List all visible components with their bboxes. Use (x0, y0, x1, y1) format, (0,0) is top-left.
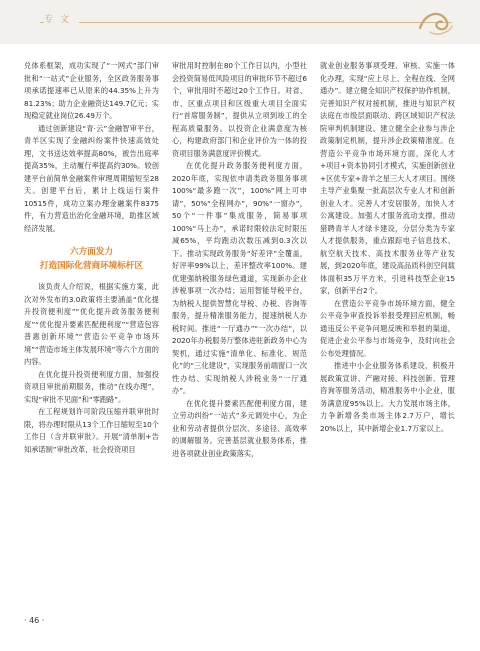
text-column-1 (24, 60, 159, 456)
section-heading-line-1: 六方面发力 (70, 247, 113, 257)
paragraph: 在优化提升投资便利度方面，加强投资项目审批前期服务，推动“在线办理”，实现“审批不见面”和“零跑路”。 (24, 369, 159, 404)
paragraph: 在优化提升政务服务便利度方面，2020年底，实现依申请类政务服务事项100%“最多跑一次”，100%“网上可申请”，50%“全程网办”，90%“一窗办”，50个“一件事”集成服务，简易事项100%“马上办”，承诺时限较法定时限压减65%，平均跑动次数压减到0.3次以下。推动实现政务服务“好差评”全覆盖，好评率99%以上，差评整改率100%。建优建强纳税服务绿色通道，实现新办企业涉税事项一次办结；运用智能导税平台，为纳税人提供智慧化导税、办税、咨询等服务，提升精准服务能力，提速纳税人办税时间。推进“一厅通办”“一次办结”，以2020年办税服务厅整体进驻新政务中心为契机，通过实施“清单化、标准化、规范化”的“三化建设”，实现服务前端窗口一次性办结、实现纳税人涉税业务“一厅通办”。 (172, 161, 307, 395)
section-heading (24, 245, 159, 273)
paragraph: 在营造公平竞争市场环境方面，健全公平竞争审查投诉举报受理回应机制，畅通违反公平竞争问题反映和举报的渠道，促进企业公平参与市场竞争，及时向社会公布处理情况。 (320, 298, 455, 358)
paragraph: 兑体系框架，成功实现了“一网式”部门审批和“一站式”企业服务，全区政务服务事项承诺提速率已从原来的44.35%上升为81.23%；助力企业融资达149.7亿元；实现稳定就业岗位26.49万个。 (24, 61, 159, 120)
page-number: · 46 · (24, 616, 45, 625)
page-header (0, 0, 480, 44)
paragraph: 该负责人介绍说，根据实施方案，此次对外发布的3.0政策将主要涵盖“优化提升投资便利度”“优化提升政务服务便利度”“优化提升要素匹配便利度”“营造包容普惠创新环境”“营造公平竞争市场环境”“营造市场主体发展环境”等六个方面的内容。 (24, 282, 159, 366)
paragraph: 就业创业服务事项受理、审核、实施一体化办理，实现“应上尽上、全程在线、全网通办”。建立健全知识产权保护协作机制，完善知识产权对接机制，推进与知识产权法庭在市级层面联动、跨区域知识产权法院审判机制建设。建立健全企业参与涉企政策制定机制，提升涉企政策精准度。在营造公平竞争市场环境方面，深化人才+项目+资本协同引才模式，实施创新创业+区优专家+青羊之星三大人才项目。围绕主导产业集聚一批高层次专业人才和创新创业人才。完善人才安居服务，加快人才公寓建设。加强人才服务流动支撑，推动猎聘青羊人才绿卡建设，分层分类为专家人才提供服务，重点跟踪电子信息技术、航空航天技术、高技术服务业等产业发展，到2020年底，建设高品质科创空间载体面积35万平方米，引进科技型企业15家，创新平台2个。 (320, 61, 455, 295)
section-tag: 专 文 (44, 12, 79, 25)
paragraph: 通过创新建设“青·云”金融智审平台，青羊区实现了金融纠纷案件快速高效处理，文书送达效率提高80%，被告出庭率提高35%，主动履行率提高约30%。较创建平台前简单金融案件审理周期缩短至28天。创建平台后，累计上线运行案件10515件，成功立案办理金融案件8375件，有力营造出治化金融环境，助推区域经济发展。 (24, 123, 159, 233)
section-heading-line-2: 打造国际化营商环境标杆区 (39, 261, 144, 271)
paragraph: 在工程规划许可阶段压缩并联审批时限，将办理时限从13个工作日缩短至10个工作日（含并联审批）。开展“清单制+告知承诺制”审批改革，社会投资项目 (24, 407, 159, 454)
text-column-3 (320, 60, 455, 435)
header-rule (40, 22, 452, 23)
paragraph: 审批用时控制在80个工作日以内，小型社会投资简易低风险项目的审批环节不超过6个，审批用时不超过20个工作日。对省、市、区重点项目和区级重大项目全面实行“首席服务制”，提供从立项到竣工的全程高质量服务。以投资企业满意度为核心，构建政府部门和企业评价为一体的投资项目服务满意度评价模式。 (172, 61, 307, 158)
paragraph: 推进中小企业服务体系建设，积极开展政策宣讲、产融对接、科技创新、管理咨询等服务活动，精准服务中小企业，服务满意度95%以上。大力发展市场主体，力争新增各类市场主体2.7万户，增长20%以上，其中新增企业1.7万家以上。 (320, 361, 455, 433)
decorative-swirl-icon (416, 6, 456, 38)
text-column-2 (172, 60, 307, 460)
paragraph: 在优化提升要素匹配便利度方面，建立劳动纠纷“一站式”多元调处中心，为企业和劳动者提供分层次、多途径、高效率的调解服务。完善基层就业服务体系，推进各项就业创业政策落实， (172, 398, 307, 458)
